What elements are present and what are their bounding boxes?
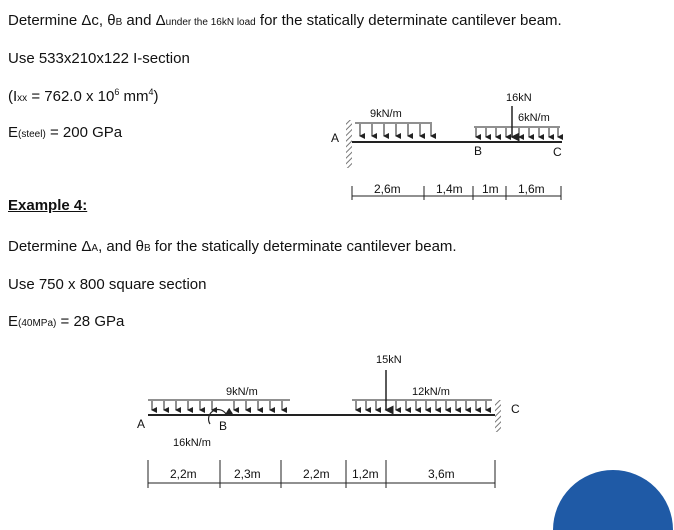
problem1-section: Use 533x210x122 I-section bbox=[8, 50, 190, 67]
udl-9kn-1 bbox=[355, 123, 432, 136]
example4-line1: Determine ΔA, and θB for the statically determinate cantilever beam. bbox=[8, 238, 457, 255]
dim-1-0: 2,6m bbox=[374, 182, 401, 196]
label-a-1: A bbox=[331, 131, 340, 145]
example4-section: Use 750 x 800 square section bbox=[8, 276, 207, 293]
dim-1-3: 1,6m bbox=[518, 182, 545, 196]
diagram1 bbox=[331, 92, 562, 200]
point-load-label-1: 16kN bbox=[506, 92, 532, 104]
fixed-support-1 bbox=[346, 120, 352, 168]
dim-1-1: 1,4m bbox=[436, 182, 463, 196]
label-c-2: C bbox=[511, 402, 520, 416]
label-c-1: C bbox=[553, 145, 562, 159]
label-a-2: A bbox=[137, 417, 146, 431]
dim-2-1: 2,3m bbox=[234, 467, 261, 481]
udl-12kn-2 bbox=[352, 400, 492, 410]
example-heading: Example 4: bbox=[8, 197, 88, 214]
load-9kn-label-2: 9kN/m bbox=[226, 386, 258, 398]
label-b-2: B bbox=[219, 419, 228, 433]
problem1-modulus: E(steel) = 200 GPa bbox=[8, 124, 123, 141]
dim-1-2: 1m bbox=[482, 182, 499, 196]
example4-modulus: E(40MPa) = 28 GPa bbox=[8, 313, 125, 330]
fixed-support-2 bbox=[495, 400, 501, 432]
diagram2 bbox=[137, 354, 520, 488]
dim-2-3: 1,2m bbox=[352, 467, 379, 481]
dim-2-4: 3,6m bbox=[428, 467, 455, 481]
udl-9kn-2 bbox=[148, 400, 290, 410]
dim-2-2: 2,2m bbox=[303, 467, 330, 481]
load-12kn-label-2: 12kN/m bbox=[412, 386, 450, 398]
label-b-1: B bbox=[474, 144, 483, 158]
load-9kn-label-1: 9kN/m bbox=[370, 108, 402, 120]
problem1-line1: Determine Δc, θB and Δunder the 16kN load for the statically determinate cantilever beam. bbox=[8, 12, 562, 29]
load-6kn-label-1: 6kN/m bbox=[518, 112, 550, 124]
point-load-label-2: 15kN bbox=[376, 354, 402, 366]
problem1-inertia: (Ixx = 762.0 x $10^6$ $mm^4$) bbox=[8, 87, 159, 105]
moment-label: 16kN/m bbox=[173, 437, 211, 449]
dim-2-0: 2,2m bbox=[170, 467, 197, 481]
udl-6kn-1 bbox=[474, 127, 560, 137]
